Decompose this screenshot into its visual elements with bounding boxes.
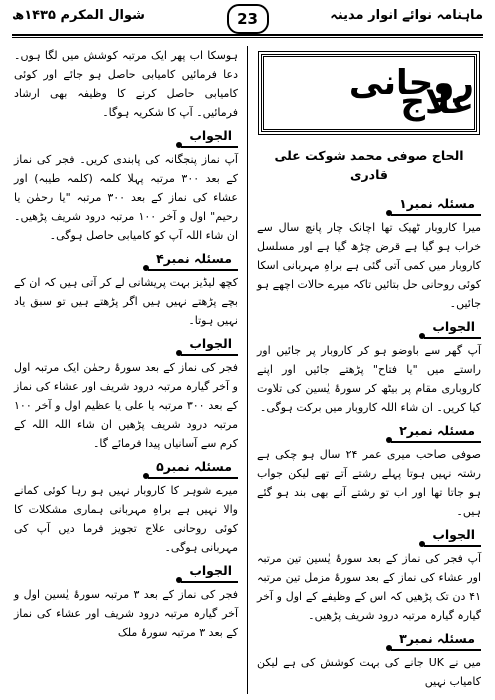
page-header — [12, 6, 483, 40]
section-heading — [14, 249, 238, 271]
column-divider — [247, 46, 248, 694]
section-heading-label: الجواب — [181, 126, 238, 148]
section-heading-label: مسئلہ نمبر۴ — [148, 249, 238, 271]
header-rule-thin — [12, 37, 483, 38]
section-heading-label: الجواب — [181, 334, 238, 356]
section-heading-label: الجواب — [181, 561, 238, 583]
header-rule — [12, 34, 483, 36]
body-paragraph: فجر کی نماز کے بعد ۳ مرتبہ سورۂ یٰسین اول و آخر گیارہ مرتبہ درود شریف اور عشاء کی نماز کے بعد ۳ مرتبہ سورۂ ملک — [14, 588, 238, 639]
section-heading — [257, 317, 481, 339]
title-box — [261, 54, 477, 132]
right-column — [257, 46, 481, 696]
article-title: روحانی علاج — [348, 63, 474, 122]
magazine-name: ماہنامہ نوائے انوار مدینہ — [330, 8, 483, 23]
body-paragraph: فجر کی نماز کے بعد سورۂ رحمٰن ایک مرتبہ اول و آخر گیارہ مرتبہ درود شریف اور عشاء کی نماز کے بعد ۳۰۰ مرتبہ یا علی یا عظیم اول و آخر ۱۰۰ مرتبہ درود شریف پڑھیں ان شاء اللہ اللہ کے کرم سے آسانیاں پیدا فرمائے گا۔ — [14, 361, 239, 450]
section-heading-label: مسئلہ نمبر۲ — [391, 421, 481, 443]
body-paragraph: صوفی صاحب میری عمر ۲۴ سال ہو چکی ہے رشتہ نہیں ہوتا پہلے رشتے آتے تھے لیکن جواب ہو جاتا تھا اور اب تو رشتے آنے بھی بند ہو گئے ہیں۔ — [257, 448, 481, 518]
section-heading-label: مسئلہ نمبر۱ — [391, 194, 481, 216]
section-heading — [257, 421, 481, 443]
section-heading-label: الجواب — [424, 525, 481, 547]
section-heading — [14, 457, 238, 479]
section-heading-label: مسئلہ نمبر۵ — [148, 457, 238, 479]
right-column-body — [257, 194, 481, 691]
section-heading — [257, 629, 481, 651]
section-heading — [257, 525, 481, 547]
body-paragraph: آپ گھر سے باوضو ہو کر کاروبار پر جائیں اور راستے میں "یا فتاح" پڑھتے جائیں اور اپنے کاروباری مقام پر بیٹھ کر سورۂ یٰسین کی تلاوت کیا کریں۔ ان شاء اللہ کاروبار میں برکت ہوگی۔ — [257, 344, 481, 414]
left-column-body — [14, 46, 238, 642]
article-author: الحاج صوفی محمد شوکت علی قادری — [274, 148, 464, 182]
body-paragraph: میرا کاروبار ٹھیک تھا اچانک چار پانچ سال سے خراب ہو گیا ہے قرض چڑھ گیا ہے اور مسلسل کاروبار میں کمی آتی گئی ہے براہِ مہربانی اسکا کوئی روحانی حل بتائیں تاکہ میرے حالات اچھے ہو جائیں۔ — [257, 221, 481, 310]
body-paragraph: آپ نماز پنجگانہ کی پابندی کریں۔ فجر کی نماز کے بعد ۳۰۰ مرتبہ پہلا کلمہ (کلمہ طیبہ) اور عشاء کی نماز کے بعد ۳۰۰ مرتبہ "یا رحمٰن یا رحیم" اول و آخر ۱۰۰ مرتبہ درود شریف پڑھیں۔ ان شاء اللہ آپ کو کامیابی حاصل ہوگی۔ — [14, 153, 238, 242]
section-heading — [257, 194, 481, 216]
left-column — [14, 46, 238, 696]
section-heading — [14, 561, 238, 583]
body-paragraph: میرے شوہر کا کاروبار نہیں ہو رہا کوئی کمانے والا نہیں ہے براہِ مہربانی ہماری مشکلات کا کوئی روحانی علاج تجویز فرما دیں آپ کی مہربانی ہوگی۔ — [14, 484, 238, 554]
body-paragraph: میں نے UK جانے کی بہت کوشش کی ہے لیکن کامیاب نہیں — [257, 656, 481, 688]
section-heading — [14, 126, 238, 148]
page-number: 23 — [227, 4, 269, 34]
body-paragraph: کچھ لیڈیز بہت پریشانی لے کر آتی ہیں کہ ان کے بچے پڑھتے نہیں ہیں اگر پڑھتے ہیں تو سبق یاد نہیں ہوتا۔ — [14, 276, 238, 327]
issue-date: شوال المکرم ۱۴۳۵ھ — [12, 8, 145, 23]
section-heading — [14, 334, 238, 356]
section-heading-label: مسئلہ نمبر۳ — [391, 629, 481, 651]
body-paragraph: ہوسکا اب پھر ایک مرتبہ کوشش میں لگا ہوں۔ دعا فرمائیں کامیابی حاصل ہو جائے اور کوئی کامیابی حاصل کرنے کا وظیفہ بھی ارشاد فرمائیں۔ آپ کا شکریہ ہوگا۔ — [14, 49, 238, 119]
section-heading-label: الجواب — [424, 317, 481, 339]
body-paragraph: آپ فجر کی نماز کے بعد سورۂ یٰسین تین مرتبہ اور عشاء کی نماز کے بعد سورۂ مزمل تین مرتبہ ۴۱ دن تک پڑھیں کہ اس کے وظیفے کے اول و آخر گیارہ گیارہ مرتبہ درود شریف پڑھیں۔ — [257, 552, 481, 622]
